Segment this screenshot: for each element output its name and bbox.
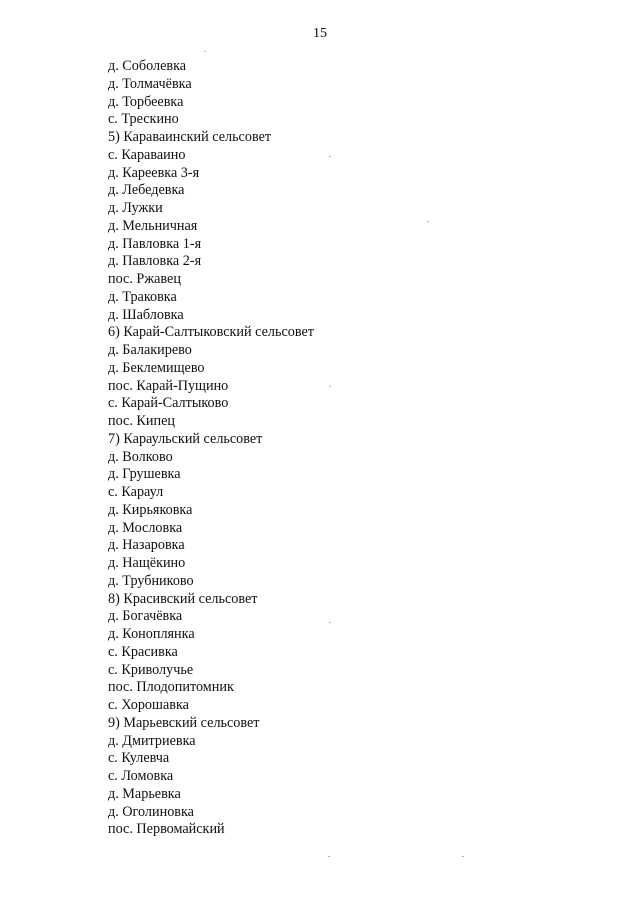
- list-item: д. Павловка 2-я: [108, 253, 202, 270]
- list-item: д. Оголиновка: [108, 803, 194, 820]
- scan-speck: [427, 221, 429, 222]
- list-item: д. Соболевка: [108, 58, 187, 74]
- list-item: д. Мельничная: [108, 217, 198, 234]
- list-item: д. Волково: [108, 448, 173, 465]
- list-item: пос. Карай-Пущино: [108, 377, 229, 394]
- scan-speck: [329, 622, 331, 623]
- section-heading: 5) Караваинский сельсовет: [108, 129, 272, 145]
- list-item: с. Хорошавка: [108, 697, 189, 713]
- list-item: д. Коноплянка: [108, 626, 195, 642]
- list-item: с. Караул: [108, 484, 164, 500]
- list-item: с. Караваино: [108, 146, 186, 163]
- list-item: д. Толмачёвка: [108, 75, 192, 92]
- list-item: д. Назаровка: [108, 537, 185, 554]
- section-heading: 6) Карай-Салтыковский сельсовет: [108, 324, 314, 341]
- list-item: пос. Первомайский: [108, 821, 225, 838]
- list-item: д. Грушевка: [108, 466, 181, 483]
- list-item: с. Трескино: [108, 111, 179, 128]
- list-item: д. Марьевка: [108, 785, 181, 802]
- list-item: д. Торбеевка: [108, 93, 184, 110]
- list-item: д. Кирьяковка: [108, 501, 193, 518]
- list-item: д. Лужки: [108, 200, 163, 216]
- list-item: д. Лебедевка: [108, 182, 185, 199]
- scan-speck: [328, 856, 330, 857]
- section-heading: 8) Красивский сельсовет: [108, 590, 258, 607]
- list-item: д. Беклемищево: [108, 359, 205, 376]
- list-item: д. Мословка: [108, 519, 183, 536]
- list-item: д. Кареевка 3-я: [108, 164, 200, 181]
- list-item: д. Дмитриевка: [108, 732, 196, 749]
- list-item: с. Красивка: [108, 643, 178, 660]
- list-item: д. Нащёкино: [108, 555, 186, 571]
- list-item: д. Богачёвка: [108, 608, 183, 625]
- page-number: 15: [313, 26, 327, 41]
- section-heading: 9) Марьевский сельсовет: [108, 714, 260, 731]
- section-heading: 7) Караульский сельсовет: [108, 430, 263, 447]
- scan-speck: [329, 156, 331, 157]
- list-item: пос. Кипец: [108, 413, 175, 429]
- list-item: с. Карай-Салтыково: [108, 395, 229, 412]
- list-item: д. Шабловка: [108, 306, 184, 323]
- list-item: д. Траковка: [108, 288, 177, 305]
- scan-speck: [329, 386, 331, 387]
- list-item: д. Трубниково: [108, 572, 194, 589]
- scan-speck: [204, 51, 206, 52]
- list-item: с. Кулевча: [108, 750, 170, 767]
- list-item: д. Павловка 1-я: [108, 235, 202, 252]
- scan-speck: [462, 856, 464, 857]
- list-item: д. Балакирево: [108, 342, 192, 358]
- list-item: с. Ломовка: [108, 768, 174, 784]
- list-item: с. Криволучье: [108, 661, 194, 678]
- settlement-list: [108, 58, 314, 839]
- list-item: пос. Ржавец: [108, 271, 181, 287]
- list-item: пос. Плодопитомник: [108, 679, 234, 696]
